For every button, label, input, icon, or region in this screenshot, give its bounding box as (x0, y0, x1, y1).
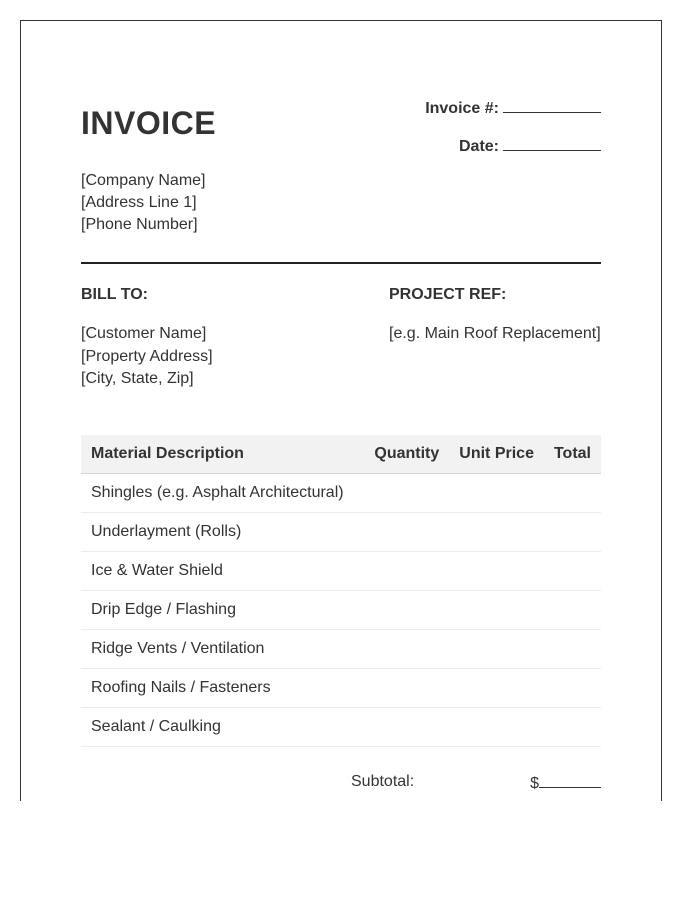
quantity-cell[interactable] (364, 513, 449, 552)
materials-table (81, 435, 601, 747)
total-cell[interactable] (544, 474, 601, 513)
currency-symbol: $ (530, 775, 539, 792)
invoice-date-blank[interactable] (503, 135, 601, 151)
company-phone: [Phone Number] (81, 216, 198, 233)
header-quantity: Quantity (364, 435, 449, 474)
invoice-sheet (20, 20, 662, 801)
quantity-cell[interactable] (364, 552, 449, 591)
material-description: Drip Edge / Flashing (81, 591, 364, 630)
bill-to-details (81, 323, 213, 391)
total-cell[interactable] (544, 708, 601, 747)
subtotal-value (530, 773, 601, 793)
invoice-number-blank[interactable] (503, 97, 601, 113)
invoice-date-label: Date: (458, 138, 499, 155)
material-description: Ridge Vents / Ventilation (81, 630, 364, 669)
table-row (81, 708, 601, 747)
invoice-meta (425, 97, 601, 173)
project-ref-value: [e.g. Main Roof Replacement] (389, 325, 601, 342)
table-row (81, 513, 601, 552)
unit-price-cell[interactable] (449, 708, 544, 747)
total-cell[interactable] (544, 513, 601, 552)
material-description: Shingles (e.g. Asphalt Architectural) (81, 474, 364, 513)
quantity-cell[interactable] (364, 669, 449, 708)
quantity-cell[interactable] (364, 708, 449, 747)
table-row (81, 669, 601, 708)
city-state-zip: [City, State, Zip] (81, 370, 194, 387)
table-row (81, 591, 601, 630)
header-divider (81, 262, 601, 264)
invoice-number-label: Invoice #: (425, 100, 499, 117)
subtotal-label: Subtotal: (351, 773, 415, 790)
header-material-description: Material Description (81, 435, 364, 474)
quantity-cell[interactable] (364, 474, 449, 513)
total-cell[interactable] (544, 591, 601, 630)
quantity-cell[interactable] (364, 591, 449, 630)
material-description: Roofing Nails / Fasteners (81, 669, 364, 708)
customer-name: [Customer Name] (81, 325, 207, 342)
material-description: Sealant / Caulking (81, 708, 364, 747)
company-name: [Company Name] (81, 172, 206, 189)
unit-price-cell[interactable] (449, 591, 544, 630)
project-ref-heading: PROJECT REF: (389, 286, 507, 303)
unit-price-cell[interactable] (449, 630, 544, 669)
total-cell[interactable] (544, 552, 601, 591)
unit-price-cell[interactable] (449, 669, 544, 708)
company-info (81, 170, 206, 236)
total-cell[interactable] (544, 669, 601, 708)
table-row (81, 552, 601, 591)
table-row (81, 630, 601, 669)
unit-price-cell[interactable] (449, 513, 544, 552)
bill-to-heading: BILL TO: (81, 286, 148, 303)
company-address: [Address Line 1] (81, 194, 197, 211)
table-row (81, 474, 601, 513)
subtotal-blank[interactable] (539, 773, 601, 788)
table-header-row (81, 435, 601, 474)
header-total: Total (544, 435, 601, 474)
property-address: [Property Address] (81, 347, 213, 365)
invoice-title: INVOICE (81, 105, 217, 141)
header-unit-price: Unit Price (449, 435, 544, 474)
invoice-number-row (425, 97, 601, 135)
unit-price-cell[interactable] (449, 552, 544, 591)
unit-price-cell[interactable] (449, 474, 544, 513)
quantity-cell[interactable] (364, 630, 449, 669)
invoice-date-row (425, 135, 601, 173)
material-description: Ice & Water Shield (81, 552, 364, 591)
total-cell[interactable] (544, 630, 601, 669)
material-description: Underlayment (Rolls) (81, 513, 364, 552)
